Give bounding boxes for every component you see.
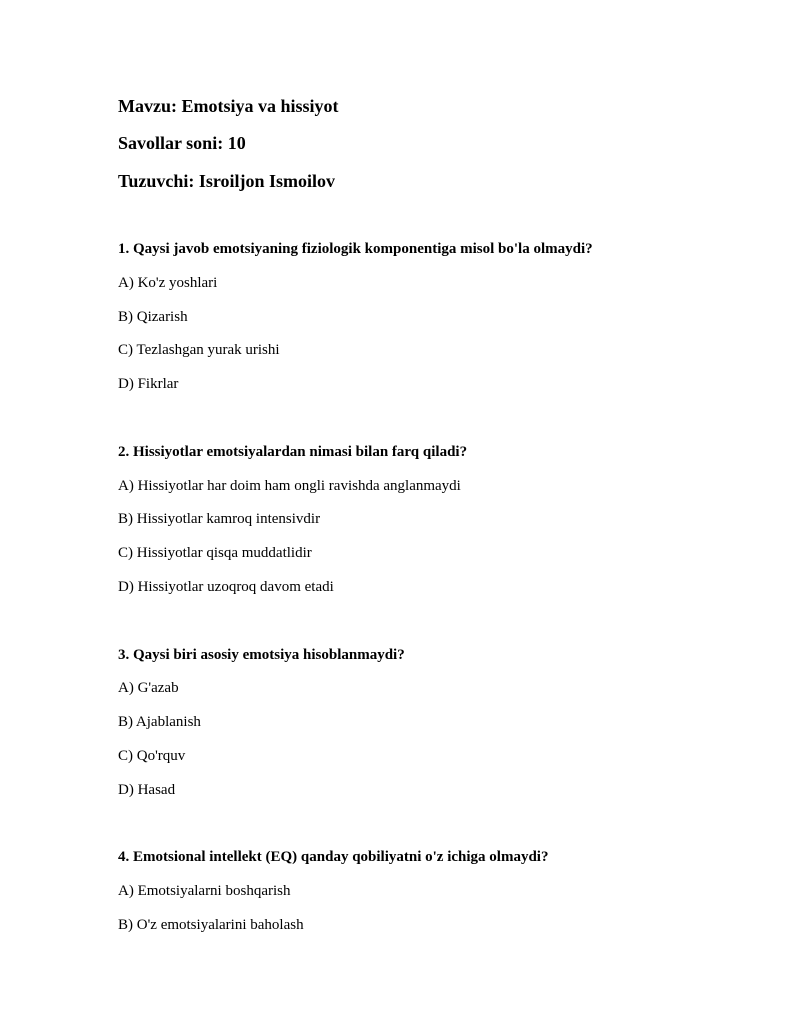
question-4-text: 4. Emotsional intellekt (EQ) qanday qobiliyatni o'z ichiga olmaydi? [118,849,549,865]
question-1-option-a: A) Ko'z yoshlari [118,275,218,291]
question-2-option-c: C) Hissiyotlar qisqa muddatlidir [118,545,312,561]
question-3-option-b: B) Ajablanish [118,714,201,730]
question-1-option-c: C) Tezlashgan yurak urishi [118,342,280,358]
question-1-text: 1. Qaysi javob emotsiyaning fiziologik komponentiga misol bo'la olmaydi? [118,241,593,257]
question-2-option-d: D) Hissiyotlar uzoqroq davom etadi [118,579,334,595]
question-3-option-d: D) Hasad [118,782,176,798]
question-4-option-a: A) Emotsiyalarni boshqarish [118,883,291,899]
question-2-option-b: B) Hissiyotlar kamroq intensivdir [118,511,321,527]
question-2-text: 2. Hissiyotlar emotsiyalardan nimasi bilan farq qiladi? [118,444,468,460]
question-1-option-d: D) Fikrlar [118,376,179,392]
question-3-text: 3. Qaysi biri asosiy emotsiya hisoblanmaydi? [118,647,405,663]
author-heading: Tuzuvchi: Isroiljon Ismoilov [118,171,336,191]
question-count-heading: Savollar soni: 10 [118,133,246,153]
topic-heading: Mavzu: Emotsiya va hissiyot [118,96,339,116]
question-4-option-b: B) O'z emotsiyalarini baholash [118,917,304,933]
question-2-option-a: A) Hissiyotlar har doim ham ongli ravishda anglanmaydi [118,478,461,494]
question-3-option-c: C) Qo'rquv [118,748,186,764]
question-1-option-b: B) Qizarish [118,309,188,325]
question-3-option-a: A) G'azab [118,680,179,696]
